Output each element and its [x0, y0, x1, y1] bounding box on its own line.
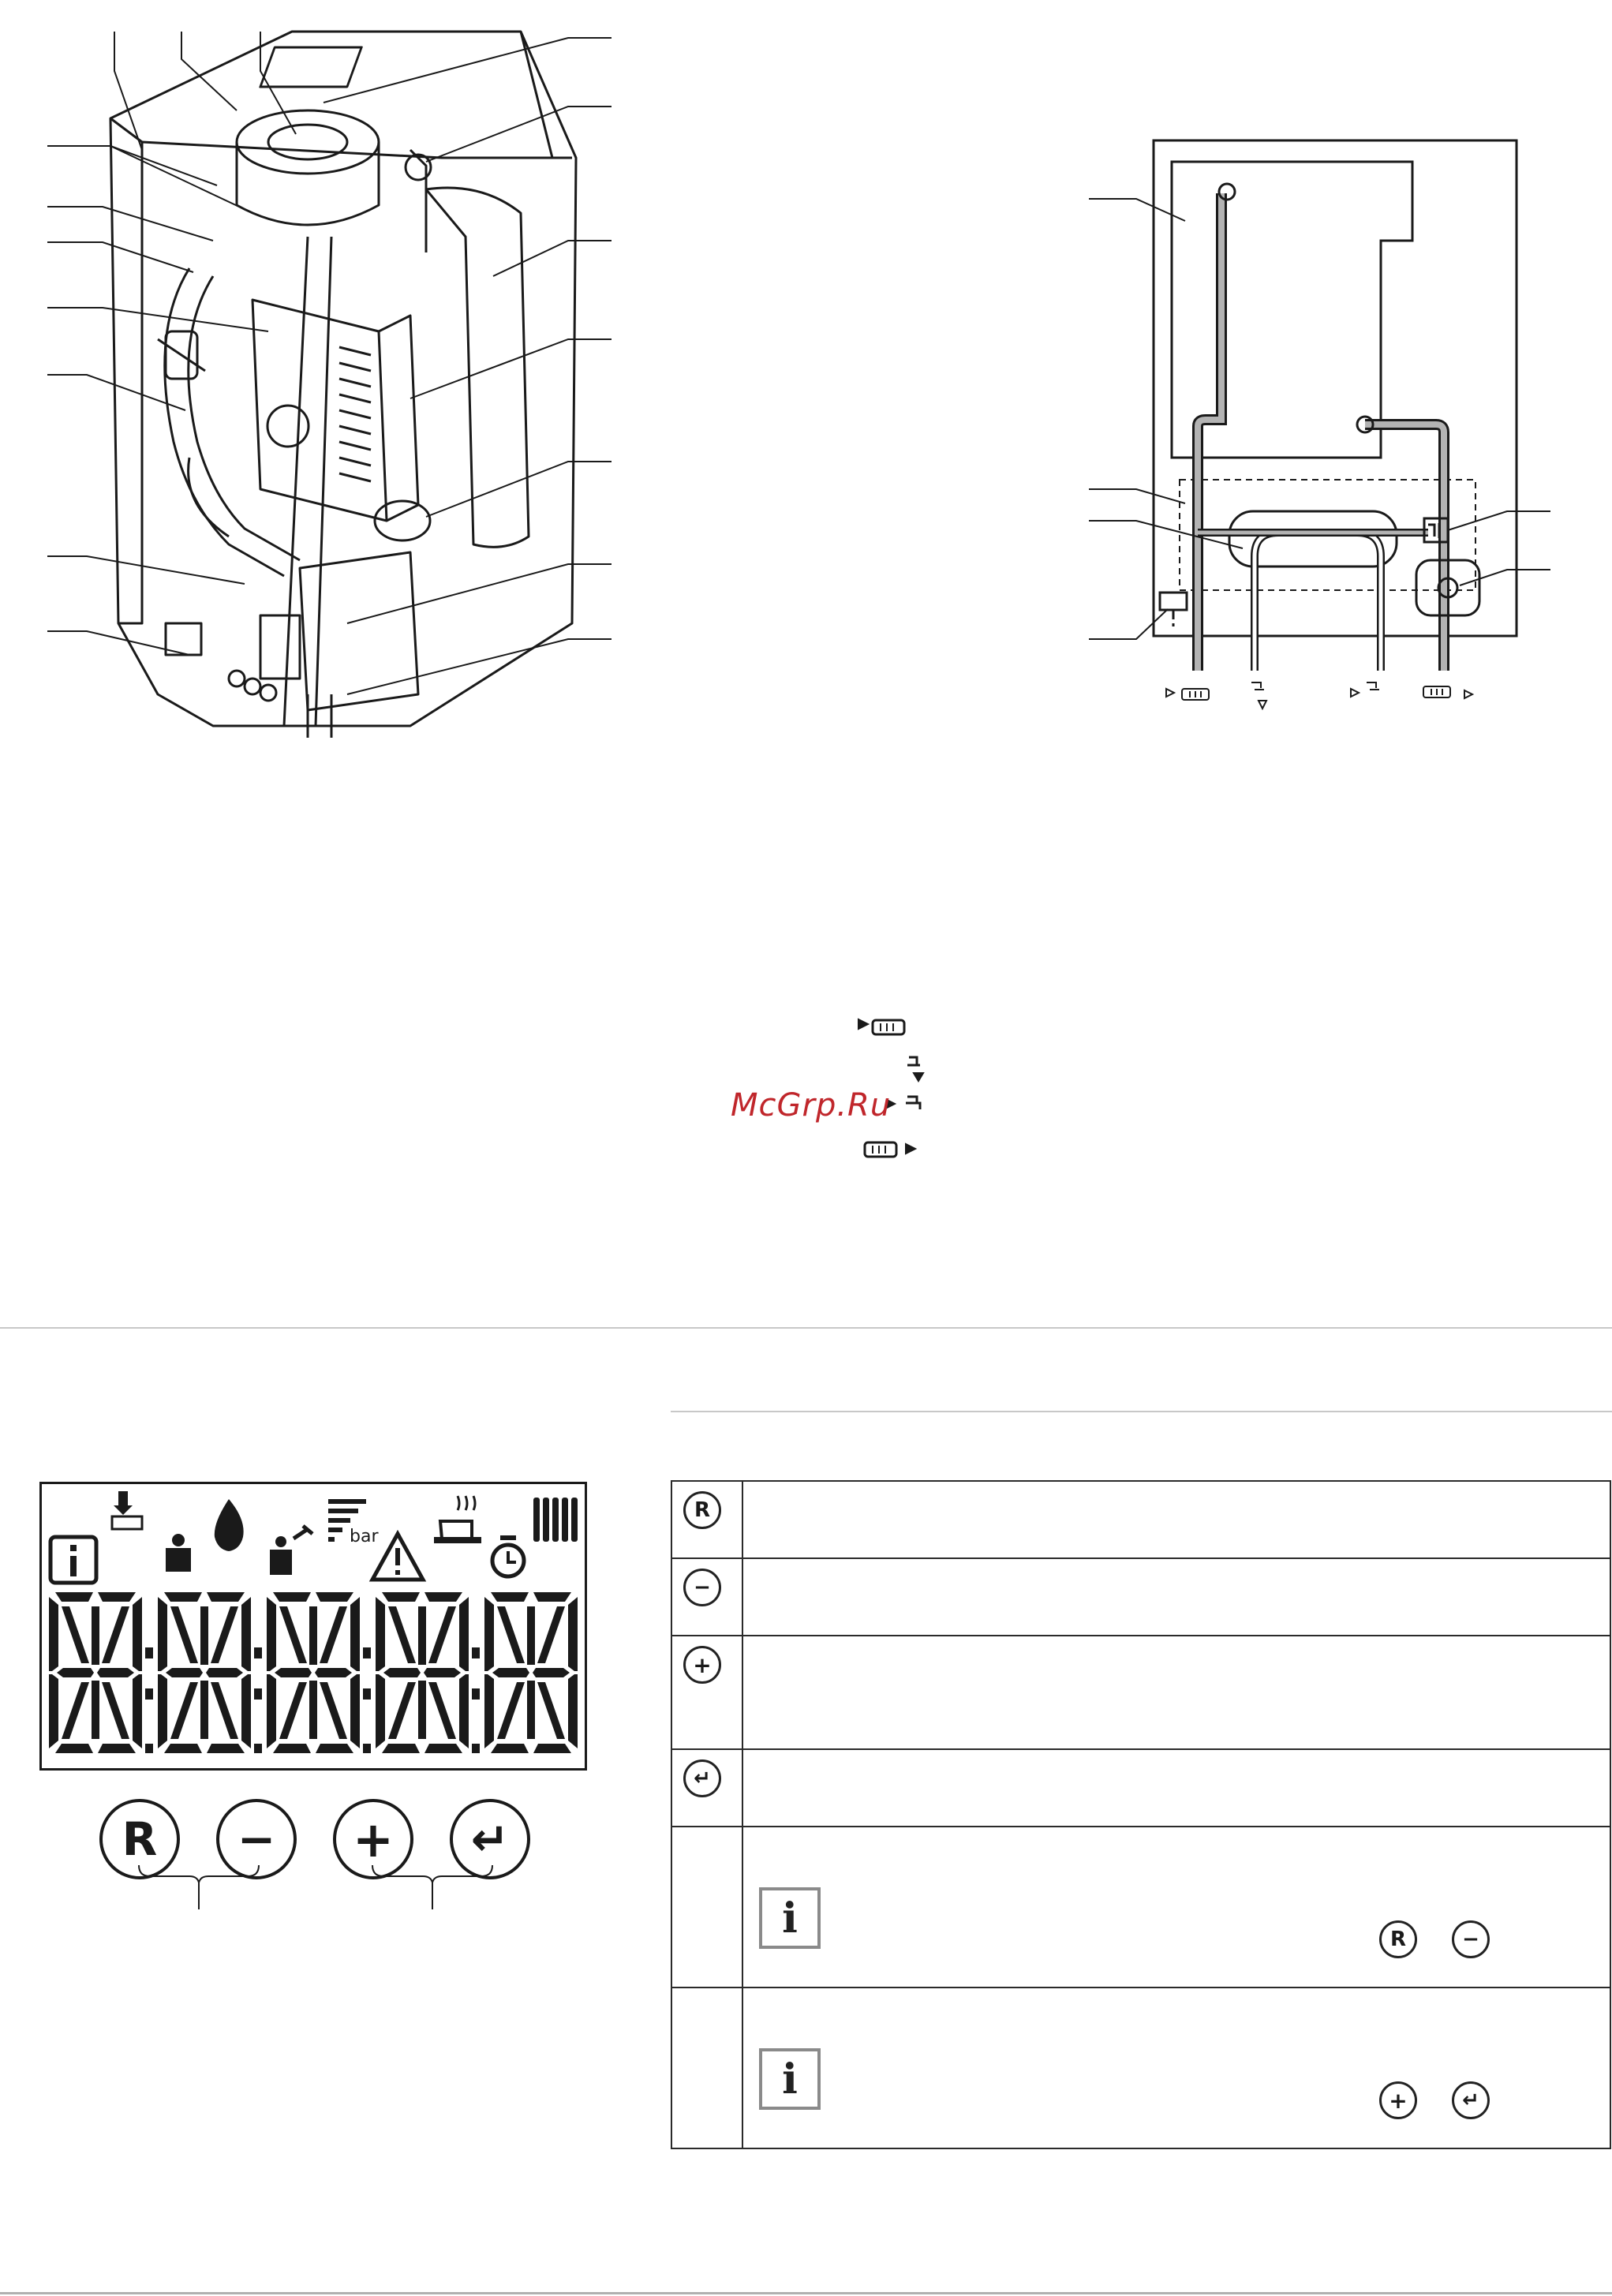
lcd-segment: [102, 1682, 129, 1739]
lcd-segment: [170, 1606, 198, 1663]
lcd-segment: [164, 1592, 202, 1602]
table-row: [671, 1636, 1610, 1749]
lcd-segment: [418, 1606, 426, 1665]
enter-glyph: ↵: [470, 1812, 510, 1866]
lcd-colon-dot: [363, 1688, 371, 1700]
lcd-segment: [425, 1592, 462, 1602]
reset-key-icon: [683, 1491, 721, 1529]
lcd-segment: [241, 1597, 251, 1671]
lcd-segment: [350, 1674, 360, 1748]
lcd-colon-dot: [254, 1688, 262, 1700]
info-glyph: i: [782, 1894, 798, 1943]
hydraulic-schematic: [1097, 126, 1570, 726]
lcd-segment: [55, 1744, 93, 1753]
lcd-decimal-point: [472, 1744, 480, 1753]
lcd-segment: [316, 1744, 353, 1753]
lcd-segment: [49, 1597, 58, 1671]
lcd-segment: [428, 1606, 456, 1663]
lcd-segment: [382, 1744, 420, 1753]
key-cell: [671, 1481, 742, 1558]
lcd-segment: [383, 1668, 421, 1677]
lcd-segment: [92, 1681, 99, 1739]
lcd-segment: [166, 1668, 203, 1677]
plus-key-icon: [1379, 2081, 1417, 2119]
description-cell: [742, 1987, 1610, 2148]
description-cell: [742, 1749, 1610, 1827]
lcd-segment: [273, 1744, 311, 1753]
lcd-segment: [211, 1606, 238, 1663]
lcd-segment: [533, 1592, 571, 1602]
lcd-segment: [533, 1744, 571, 1753]
plus-key-glyph: +: [693, 1651, 712, 1678]
table-row: [671, 1749, 1610, 1827]
lcd-segment: [533, 1668, 570, 1677]
info-glyph: i: [782, 2055, 798, 2103]
lcd-segment: [388, 1606, 416, 1663]
lcd-segment: [309, 1606, 317, 1665]
lcd-segment: [491, 1592, 529, 1602]
reset-key-glyph: R: [694, 1498, 711, 1522]
lcd-segment: [97, 1668, 134, 1677]
lcd-segment: [275, 1668, 312, 1677]
enter-key-icon: [1452, 2081, 1490, 2119]
lcd-segment: [57, 1668, 94, 1677]
key-cell: [671, 1827, 742, 1987]
description-cell: [742, 1558, 1610, 1636]
lcd-segment: [206, 1668, 243, 1677]
key-cell: [671, 1636, 742, 1749]
table-row: [671, 1987, 1610, 2148]
lcd-segment: [376, 1674, 385, 1748]
lcd-segment: [568, 1597, 578, 1671]
minus-key-icon: [683, 1569, 721, 1606]
lcd-segment: [491, 1744, 529, 1753]
combo-glyph-2: −: [1462, 1928, 1479, 1951]
description-cell: [742, 1636, 1610, 1749]
page-divider: [0, 1327, 1612, 1329]
lcd-segment: [459, 1674, 469, 1748]
lcd-segment: [158, 1674, 167, 1748]
lcd-segment: [537, 1606, 565, 1663]
lcd-segment: [484, 1674, 494, 1748]
lcd-segment: [418, 1681, 426, 1739]
lcd-segment: [315, 1668, 352, 1677]
table-row: [671, 1558, 1610, 1636]
lcd-segment: [497, 1606, 525, 1663]
info-icon: [759, 2048, 821, 2110]
lcd-decimal-point: [363, 1744, 371, 1753]
lcd-colon-dot: [472, 1688, 480, 1700]
lcd-segment: [170, 1682, 198, 1739]
lcd-segment: [267, 1674, 276, 1748]
minus-key-glyph: −: [694, 1576, 711, 1599]
lcd-segment: [102, 1606, 129, 1663]
lcd-segment: [537, 1682, 565, 1739]
lcd-segment: [350, 1597, 360, 1671]
lcd-segment: [320, 1682, 347, 1739]
lcd-decimal-point: [254, 1744, 262, 1753]
lcd-segment: [527, 1606, 535, 1665]
lcd-segment: [241, 1674, 251, 1748]
key-cell: [671, 1987, 742, 2148]
section-divider: [671, 1411, 1612, 1412]
table-row: [671, 1827, 1610, 1987]
lcd-segment: [98, 1744, 136, 1753]
lcd-colon-dot: [254, 1647, 262, 1658]
combo-glyph-1: +: [1389, 2087, 1408, 2114]
lcd-colon-dot: [145, 1647, 153, 1658]
lcd-colon-dot: [472, 1647, 480, 1658]
lcd-segment: [92, 1606, 99, 1665]
lcd-segment: [62, 1606, 89, 1663]
plus-glyph: +: [353, 1810, 394, 1868]
lcd-segment: [309, 1681, 317, 1739]
lcd-segment: [428, 1682, 456, 1739]
lcd-segment: [200, 1606, 208, 1665]
lcd-segment: [388, 1682, 416, 1739]
combo-glyph-2: ↵: [1462, 2088, 1479, 2112]
lcd-decimal-point: [145, 1744, 153, 1753]
control-key-table: [671, 1480, 1611, 2149]
lcd-segment: [200, 1681, 208, 1739]
pressure-unit: bar: [350, 1527, 379, 1546]
lcd-segment: [158, 1597, 167, 1671]
lcd-segment: [207, 1744, 245, 1753]
description-cell: [742, 1827, 1610, 1987]
enter-key-glyph: ↵: [694, 1767, 711, 1790]
lcd-segment: [484, 1597, 494, 1671]
lcd-segment: [211, 1682, 238, 1739]
lcd-segment: [316, 1592, 353, 1602]
lcd-segment: [267, 1597, 276, 1671]
lcd-segment: [164, 1744, 202, 1753]
lcd-segment: [568, 1674, 578, 1748]
plus-key-icon: [683, 1646, 721, 1684]
lcd-segment: [273, 1592, 311, 1602]
button-group-brackets: [118, 1865, 671, 1913]
lcd-segment: [382, 1592, 420, 1602]
lcd-segment: [497, 1682, 525, 1739]
key-cell: [671, 1558, 742, 1636]
key-cell: [671, 1749, 742, 1827]
lcd-segment: [62, 1682, 89, 1739]
lcd-colon-dot: [145, 1688, 153, 1700]
watermark: McGrp.Ru: [731, 1087, 892, 1124]
lcd-segment: [55, 1592, 93, 1602]
lcd-segment: [279, 1682, 307, 1739]
lcd-segment: [207, 1592, 245, 1602]
lcd-segment: [527, 1681, 535, 1739]
lcd-display: [39, 1482, 587, 1771]
boiler-illustration: [0, 0, 623, 742]
lcd-segment: [424, 1668, 461, 1677]
lcd-segment: [279, 1606, 307, 1663]
reset-key-icon: [1379, 1920, 1417, 1958]
reset-glyph: R: [122, 1812, 158, 1866]
lcd-segments: [39, 1482, 587, 1771]
lcd-segment: [320, 1606, 347, 1663]
lcd-segment: [459, 1597, 469, 1671]
lcd-segment: [133, 1597, 142, 1671]
enter-key-icon: [683, 1759, 721, 1797]
lcd-segment: [376, 1597, 385, 1671]
lcd-segment: [492, 1668, 529, 1677]
description-cell: [742, 1481, 1610, 1558]
minus-key-icon: [1452, 1920, 1490, 1958]
info-icon: [759, 1887, 821, 1949]
lcd-segment: [133, 1674, 142, 1748]
table-row: [671, 1481, 1610, 1558]
lcd-segment: [98, 1592, 136, 1602]
footer-rule: [0, 2292, 1612, 2294]
combo-glyph-1: R: [1389, 1928, 1407, 1951]
lcd-colon-dot: [363, 1647, 371, 1658]
lcd-segment: [49, 1674, 58, 1748]
minus-glyph: −: [237, 1812, 276, 1866]
lcd-segment: [425, 1744, 462, 1753]
